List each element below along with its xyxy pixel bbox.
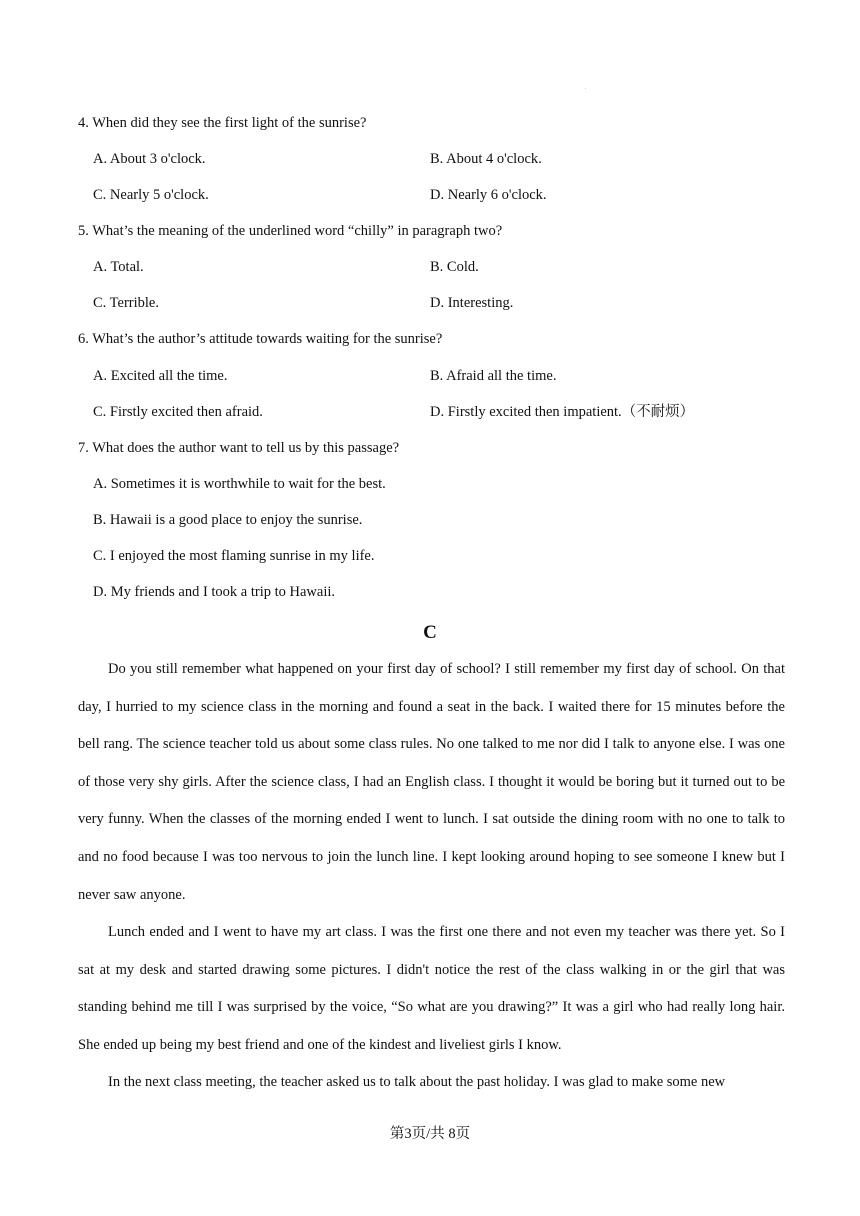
question-5: 5. What’s the meaning of the underlined word “chilly” in paragraph two? <box>78 223 503 239</box>
question-5-option-c: C. Terrible. <box>93 295 159 311</box>
question-6-option-d: D. Firstly excited then impatient.（不耐烦） <box>430 404 695 420</box>
passage-paragraph-3: In the next class meeting, the teacher asked us to talk about the past holiday. I was glad to make some new <box>108 1074 726 1090</box>
question-5-option-a: A. Total. <box>93 259 144 275</box>
question-6-option-a: A. Excited all the time. <box>93 368 228 384</box>
question-6-option-b: B. Afraid all the time. <box>430 368 557 384</box>
section-heading: C <box>423 622 437 643</box>
question-7-option-c: C. I enjoyed the most flaming sunrise in my life. <box>93 548 375 564</box>
question-7-option-a: A. Sometimes it is worthwhile to wait for the best. <box>93 476 386 492</box>
question-7: 7. What does the author want to tell us by this passage? <box>78 440 400 456</box>
question-4-option-a: A. About 3 o'clock. <box>93 151 206 167</box>
question-5-option-d: D. Interesting. <box>430 295 514 311</box>
question-4-option-d: D. Nearly 6 o'clock. <box>430 187 547 203</box>
passage-paragraph-2: Lunch ended and I went to have my art class. I was the first one there and not even my teacher was there yet. So I sat at my desk and started drawing some pictures. I didn't notice the rest of the class walking in or the girl that was standing behind me till I was surprised by the voice, “So what are you drawing?” It was a girl who had really long hair. She ended up being my best friend and one of the kindest and liveliest girls I know. <box>78 924 785 1053</box>
question-7-option-b: B. Hawaii is a good place to enjoy the sunrise. <box>93 512 363 528</box>
question-6: 6. What’s the author’s attitude towards waiting for the sunrise? <box>78 331 443 347</box>
question-5-option-b: B. Cold. <box>430 259 479 275</box>
page-number-footer: 第3页/共 8页 <box>389 1126 471 1142</box>
question-4: 4. When did they see the first light of the sunrise? <box>78 115 367 131</box>
passage-paragraph-1: Do you still remember what happened on your first day of school? I still remember my first day of school. On that day, I hurried to my science class in the morning and found a seat in the back. I waited there for 15 minutes before the bell rang. The science teacher told us about some class rules. No one talked to me nor did I talk to anyone else. I was one of those very shy girls. After the science class, I had an English class. I thought it would be boring but it turned out to be very funny. When the classes of the morning ended I went to lunch. I sat outside the dining room with no one to talk to and no food because I was too nervous to join the lunch line. I kept looking around hoping to see someone I knew but I never saw anyone. <box>78 661 785 903</box>
question-7-option-d: D. My friends and I took a trip to Hawaii. <box>93 584 336 600</box>
question-6-option-c: C. Firstly excited then afraid. <box>93 404 263 420</box>
question-4-option-b: B. About 4 o'clock. <box>430 151 542 167</box>
stray-mark <box>585 88 586 89</box>
question-4-option-c: C. Nearly 5 o'clock. <box>93 187 209 203</box>
